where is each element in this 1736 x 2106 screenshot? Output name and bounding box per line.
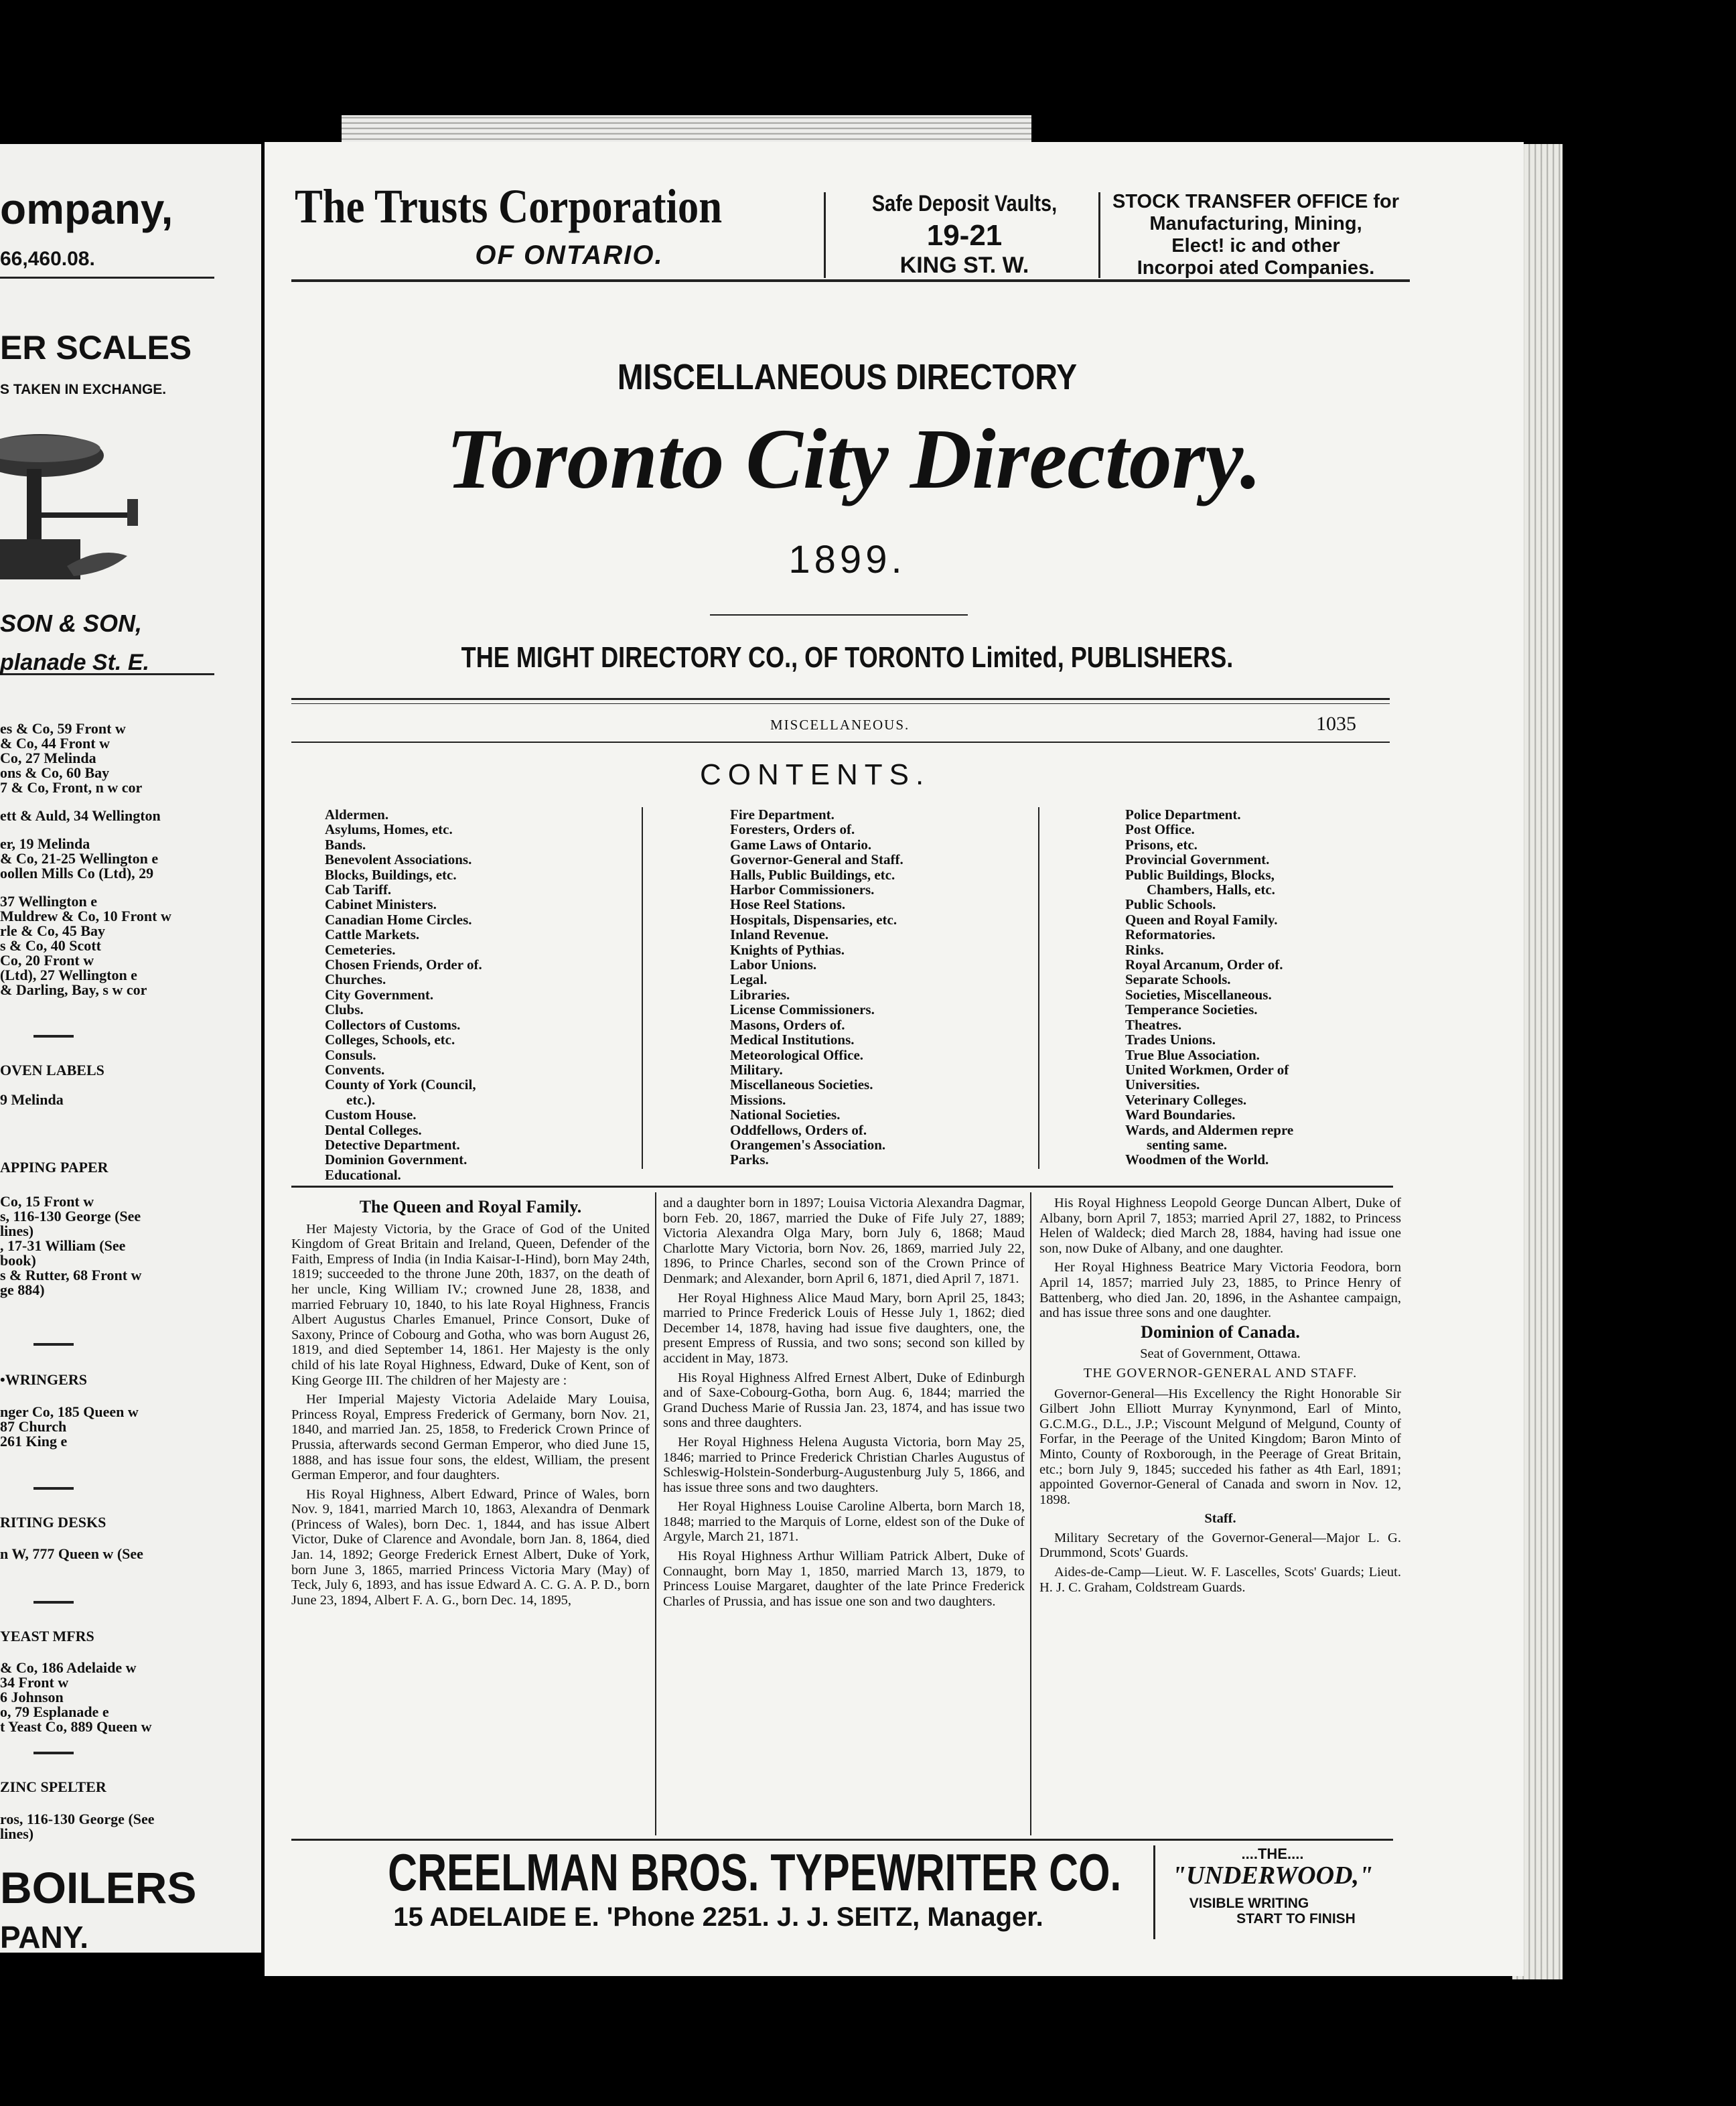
column-rule bbox=[1038, 807, 1039, 1169]
vaults-label: Safe Deposit Vaults, bbox=[871, 191, 1058, 216]
contents-item: Knights of Pythias. bbox=[730, 941, 845, 958]
rule bbox=[291, 1839, 1393, 1841]
contents-item: Cemeteries. bbox=[325, 941, 396, 958]
rule bbox=[291, 703, 1390, 704]
contents-item: Governor-General and Staff. bbox=[730, 851, 903, 868]
left-page-line: 9 Melinda bbox=[0, 1091, 64, 1108]
body-paragraph: His Royal Highness, Albert Edward, Prince of Wales, born Nov. 9, 1841, married March 10, 1863, Alexandra of Denmark (Princess of Wales), born Dec. 1, 1844, and has issue Albert Victor, Duke of Clarence and Avondale, born Jan. 8, 1864, died Jan. 14, 1892; George Frederick Ernest Albert, Duke of York, born June 3, 1865, married Princess Victoria Mary (May) of Teck, July 6, 1893, and has issue Edward A. C. G. A. P. D., born June 23, 1894, Albert F. A. G., born Dec. 14, 1895, bbox=[291, 1486, 650, 1608]
left-page-line: 6 Johnson bbox=[0, 1689, 64, 1705]
left-page-line: Co, 15 Front w bbox=[0, 1193, 94, 1210]
left-page-line: ZINC SPELTER bbox=[0, 1778, 106, 1795]
contents-item: Cab Tariff. bbox=[325, 882, 392, 898]
contents-item: Royal Arcanum, Order of. bbox=[1125, 957, 1283, 973]
contents-item: Societies, Miscellaneous. bbox=[1125, 986, 1272, 1003]
left-page-line: lines) bbox=[0, 1222, 34, 1239]
contents-item: Miscellaneous Societies. bbox=[730, 1076, 873, 1093]
rule bbox=[291, 742, 1390, 743]
left-page-line: o, 79 Esplanade e bbox=[0, 1703, 109, 1720]
underwood-name: "UNDERWOOD," bbox=[1171, 1862, 1374, 1890]
left-page-line: Muldrew & Co, 10 Front w bbox=[0, 908, 171, 924]
left-page-line: & Co, 44 Front w bbox=[0, 735, 110, 752]
contents-item: etc.). bbox=[346, 1091, 376, 1108]
left-page-line: ge 884) bbox=[0, 1281, 45, 1298]
rule bbox=[291, 698, 1390, 700]
left-page-line: (Ltd), 27 Wellington e bbox=[0, 967, 137, 983]
contents-item: Rinks. bbox=[1125, 941, 1164, 958]
contents-item: Veterinary Colleges. bbox=[1125, 1091, 1247, 1108]
stock-transfer-line: Incorpoi ated Companies. bbox=[1137, 257, 1375, 279]
column-rule bbox=[642, 807, 643, 1169]
left-page-line: n W, 777 Queen w (See bbox=[0, 1545, 143, 1562]
subheading: THE GOVERNOR-GENERAL AND STAFF. bbox=[1083, 1365, 1358, 1381]
body-paragraph: Her Royal Highness Beatrice Mary Victoria Feodora, born April 14, 1857; married July 23, 1885, to Prince Henry of Battenberg, who died Jan. 20, 1896, in the Ashantee campaign, and has issue three sons and one daughter. bbox=[1039, 1260, 1401, 1321]
trusts-corporation-location: OF ONTARIO. bbox=[475, 240, 664, 270]
contents-item: Colleges, Schools, etc. bbox=[325, 1032, 455, 1048]
left-page-line: lines) bbox=[0, 1825, 34, 1842]
divider bbox=[1153, 1845, 1155, 1939]
left-page-line: ompany, bbox=[0, 185, 173, 233]
left-page-line: & Co, 21-25 Wellington e bbox=[0, 850, 159, 867]
contents-item: Orangemen's Association. bbox=[730, 1136, 886, 1153]
title-rule bbox=[710, 614, 968, 616]
left-page-line: 7 & Co, Front, n w cor bbox=[0, 779, 143, 796]
contents-item: Harbor Commissioners. bbox=[730, 882, 875, 898]
header-rule bbox=[291, 279, 1410, 282]
left-page-line: Co, 27 Melinda bbox=[0, 750, 96, 766]
contents-item: Military. bbox=[730, 1061, 783, 1078]
column-rule bbox=[1030, 1192, 1031, 1835]
contents-item: Missions. bbox=[730, 1091, 786, 1108]
stock-transfer-line: STOCK TRANSFER OFFICE for bbox=[1112, 191, 1400, 212]
left-page-line: planade St. E. bbox=[0, 650, 149, 675]
left-page-line: ett & Auld, 34 Wellington bbox=[0, 807, 161, 824]
divider bbox=[33, 1343, 74, 1346]
left-page-line: book) bbox=[0, 1252, 36, 1269]
left-page-line: rle & Co, 45 Bay bbox=[0, 922, 106, 939]
divider bbox=[33, 1035, 74, 1038]
contents-item: Provincial Government. bbox=[1125, 851, 1270, 868]
contents-item: Halls, Public Buildings, etc. bbox=[730, 866, 895, 883]
contents-item: Foresters, Orders of. bbox=[730, 821, 855, 838]
body-paragraph: Her Majesty Victoria, by the Grace of God of the United Kingdom of Great Britain and Ireland, Queen, Defender of the Faith, Empress of India (in India Kaisar-I-Hind), born May 24th, 1819; succeeded to the throne June 20th, 1837, on the death of her uncle, King William IV.; crowned June 28, 1838, and married February 10, 1840, to his late Royal Highness, Francis Albert Augustus Charles Emanuel, Prince Consort, Duke of Saxony, Prince of Cobourg and Gotha, who was born August 26, 1819, and died September 14, 1861. Her Majesty is the only child of his late Royal Highness, Edward, Duke of Kent, son of King George III. The children of her Majesty are : bbox=[291, 1221, 650, 1388]
left-page-line: & Co, 186 Adelaide w bbox=[0, 1659, 137, 1676]
trusts-corporation-name: The Trusts Corporation bbox=[295, 180, 723, 233]
contents-item: senting same. bbox=[1147, 1136, 1228, 1153]
contents-item: Parks. bbox=[730, 1151, 769, 1168]
body-paragraph: Her Royal Highness Louise Caroline Alberta, born March 18, 1848; married to the Marquis of Lorne, eldest son of the Duke of Argyle, March 21, 1871. bbox=[663, 1499, 1025, 1545]
contents-heading: CONTENTS. bbox=[700, 758, 931, 791]
stock-transfer-line: Manufacturing, Mining, bbox=[1149, 213, 1362, 234]
underwood-the: ....THE.... bbox=[1241, 1845, 1304, 1862]
left-page-line: es & Co, 59 Front w bbox=[0, 720, 126, 737]
underwood-visible: VISIBLE WRITING bbox=[1189, 1896, 1309, 1911]
contents-item: Reformatories. bbox=[1125, 926, 1216, 943]
contents-item: National Societies. bbox=[730, 1107, 841, 1123]
contents-item: Chosen Friends, Order of. bbox=[325, 957, 482, 973]
contents-item: Fire Department. bbox=[730, 806, 835, 823]
divider bbox=[1098, 192, 1100, 278]
contents-item: Consuls. bbox=[325, 1046, 376, 1063]
left-page-line: nger Co, 185 Queen w bbox=[0, 1403, 139, 1420]
contents-item: Convents. bbox=[325, 1061, 385, 1078]
contents-item: Medical Institutions. bbox=[730, 1032, 855, 1048]
body-column-2 bbox=[663, 1196, 1025, 1613]
contents-item: Collectors of Customs. bbox=[325, 1016, 461, 1033]
contents-item: Aldermen. bbox=[325, 806, 389, 823]
contents-item: Game Laws of Ontario. bbox=[730, 836, 872, 853]
contents-item: License Commissioners. bbox=[730, 1001, 875, 1018]
contents-item: Oddfellows, Orders of. bbox=[730, 1121, 867, 1138]
divider bbox=[0, 277, 214, 279]
body-paragraph: Military Secretary of the Governor-General—Major L. G. Drummond, Scots' Guards. bbox=[1039, 1530, 1401, 1561]
left-page-line: oollen Mills Co (Ltd), 29 bbox=[0, 865, 154, 882]
left-page-line: 66,460.08. bbox=[0, 248, 95, 270]
left-page-line: er, 19 Melinda bbox=[0, 835, 90, 852]
contents-item: Public Schools. bbox=[1125, 896, 1216, 913]
contents-column bbox=[1125, 807, 1293, 1168]
divider bbox=[33, 1487, 74, 1490]
left-page-line: ER SCALES bbox=[0, 329, 192, 366]
left-page-line: 34 Front w bbox=[0, 1674, 69, 1691]
contents-item: County of York (Council, bbox=[325, 1076, 476, 1093]
section-heading: Dominion of Canada. bbox=[1141, 1322, 1300, 1342]
body-paragraph: and a daughter born in 1897; Louisa Victoria Alexandra Dagmar, born Feb. 20, 1867, married the Duke of Fife July 27, 1889; Victoria Alexandra Olga Mary, born July 6, 1868; Maud Charlotte Mary Victoria, born Nov. 26, 1869, married July 22, 1896, to Prince Charles, second son of the Crown Prince of Denmark; and Alexander, born April 6, 1871, died April 7, 1871. bbox=[663, 1196, 1025, 1286]
running-head-section: MISCELLANEOUS. bbox=[770, 717, 910, 733]
body-paragraph: Governor-General—His Excellency the Right Honorable Sir Gilbert John Elliott Murray Kynynmond, Earl of Minto, G.C.M.G., D.L., J.P.; Viscount Melgund of Melgund, County of Forfar, in the Peerage of the United Kingdom; Baron Minto of Minto, County of Roxborough, in the Peerage of Great Britain, etc.; born July 9, 1845; succeded his father as 4th Earl, 1891; appointed Governor-General of Canada and sworn in Nov. 12, 1898. bbox=[1039, 1386, 1401, 1507]
body-paragraph: His Royal Highness Alfred Ernest Albert, Duke of Edinburgh and of Saxe-Cobourg-Gotha, born Aug. 6, 1844; married the Grand Duchess Marie of Russia Jan. 23, 1874, and has issue two sons and three daughters. bbox=[663, 1370, 1025, 1431]
contents-item: Inland Revenue. bbox=[730, 926, 829, 943]
directory-year: 1899. bbox=[788, 538, 906, 581]
directory-title: Toronto City Directory. bbox=[446, 411, 1262, 506]
body-paragraph: Her Imperial Majesty Victoria Adelaide Mary Louisa, Princess Royal, Empress Frederick of Germany, born Nov. 21, 1840, and married Jan. 25, 1858, to Frederick Crown Prince of Prussia, afterwards second German Emperor, who died June 15, 1888, and has issue four sons, the eldest, William, the present German Emperor, and four daughters. bbox=[291, 1392, 650, 1483]
contents-item: Dominion Government. bbox=[325, 1151, 467, 1168]
contents-item: Prisons, etc. bbox=[1125, 836, 1198, 853]
creelman-ad-address: 15 ADELAIDE E. 'Phone 2251. J. J. SEITZ, Manager. bbox=[393, 1902, 1043, 1932]
contents-item: Woodmen of the World. bbox=[1125, 1151, 1269, 1168]
contents-item: Custom House. bbox=[325, 1107, 417, 1123]
contents-item: Dental Colleges. bbox=[325, 1121, 422, 1138]
contents-item: Masons, Orders of. bbox=[730, 1016, 845, 1033]
page-number: 1035 bbox=[1316, 713, 1356, 735]
contents-item: Wards, and Aldermen repre bbox=[1125, 1121, 1294, 1138]
contents-item: Public Buildings, Blocks, bbox=[1125, 866, 1275, 883]
column-rule bbox=[655, 1192, 656, 1835]
contents-item: Separate Schools. bbox=[1125, 971, 1231, 988]
divider bbox=[824, 192, 826, 278]
misc-directory-heading: MISCELLANEOUS DIRECTORY bbox=[617, 357, 1078, 397]
contents-item: Legal. bbox=[730, 971, 768, 988]
left-page-line: 37 Wellington e bbox=[0, 893, 98, 910]
contents-item: Theatres. bbox=[1125, 1016, 1182, 1033]
left-page-line: ros, 116-130 George (See bbox=[0, 1811, 155, 1827]
body-paragraph: His Royal Highness Leopold George Duncan Albert, Duke of Albany, born April 7, 1853; married April 27, 1882, to Princess Helen of Waldeck; died March 28, 1884, having had issue one son, now Duke of Albany, and one daughter. bbox=[1039, 1196, 1401, 1256]
contents-item: Blocks, Buildings, etc. bbox=[325, 866, 457, 883]
contents-column bbox=[325, 807, 482, 1182]
left-page-line: Co, 20 Front w bbox=[0, 952, 94, 969]
left-page-line: s & Rutter, 68 Front w bbox=[0, 1267, 142, 1283]
contents-item: United Workmen, Order of bbox=[1125, 1061, 1289, 1078]
contents-item: Hospitals, Dispensaries, etc. bbox=[730, 911, 897, 928]
stock-transfer-block bbox=[1102, 191, 1410, 279]
body-paragraph: Her Royal Highness Alice Maud Mary, born April 25, 1843; married to Prince Frederick Louis of Hesse July 1, 1862; died December 14, 1878, having had issue five daughters, one, the present Empress of Russia, and two sons; second son killed by accident in May, 1873. bbox=[663, 1290, 1025, 1366]
contents-item: Clubs. bbox=[325, 1001, 364, 1018]
vaults-street: KING ST. W. bbox=[899, 253, 1029, 278]
contents-item: Educational. bbox=[325, 1166, 401, 1183]
contents-item: Canadian Home Circles. bbox=[325, 911, 472, 928]
left-page-line: ons & Co, 60 Bay bbox=[0, 764, 110, 781]
body-paragraph: His Royal Highness Arthur William Patrick Albert, Duke of Connaught, born May 1, 1850, married March 13, 1879, to Princess Louise Margaret, daughter of the late Prince Frederick Charles of Prussia, and has issue one son and two daughters. bbox=[663, 1549, 1025, 1609]
contents-item: Cabinet Ministers. bbox=[325, 896, 437, 913]
body-column-1 bbox=[291, 1196, 650, 1612]
left-page-line: 87 Church bbox=[0, 1418, 67, 1435]
contents-item: Queen and Royal Family. bbox=[1125, 911, 1278, 928]
body-column-3 bbox=[1039, 1196, 1401, 1599]
left-page-line: s & Co, 40 Scott bbox=[0, 937, 101, 954]
contents-item: Meteorological Office. bbox=[730, 1046, 864, 1063]
left-page-line: s, 116-130 George (See bbox=[0, 1208, 141, 1224]
left-page-line: & Darling, Bay, s w cor bbox=[0, 981, 147, 998]
left-page-line: SON & SON, bbox=[0, 610, 143, 637]
vaults-number: 19-21 bbox=[926, 219, 1003, 252]
contents-item: Bands. bbox=[325, 836, 366, 853]
contents-item: Benevolent Associations. bbox=[325, 851, 472, 868]
body-paragraph: Aides-de-Camp—Lieut. W. F. Lascelles, Scots' Guards; Lieut. H. J. C. Graham, Coldstream Guards. bbox=[1039, 1565, 1401, 1595]
contents-column bbox=[730, 807, 903, 1168]
contents-item: Libraries. bbox=[730, 986, 790, 1003]
contents-item: City Government. bbox=[325, 986, 434, 1003]
creelman-ad-name: CREELMAN BROS. TYPEWRITER CO. bbox=[388, 1843, 1122, 1902]
left-page-line: RITING DESKS bbox=[0, 1514, 106, 1531]
contents-item: Police Department. bbox=[1125, 806, 1241, 823]
body-paragraph: Her Royal Highness Helena Augusta Victoria, born May 25, 1846; married to Prince Frederick Christian Charles Augustus of Schleswig-Holstein-Sonderburg-Augustenburg July 5, 1866, and has issue three sons and two daughters. bbox=[663, 1434, 1025, 1495]
divider bbox=[33, 1752, 74, 1754]
left-page-line: YEAST MFRS bbox=[0, 1628, 94, 1644]
underwood-start: START TO FINISH bbox=[1236, 1911, 1356, 1926]
contents-item: Universities. bbox=[1125, 1076, 1200, 1093]
subheading: Staff. bbox=[1204, 1511, 1236, 1527]
contents-item: Ward Boundaries. bbox=[1125, 1107, 1236, 1123]
left-page-line: 261 King e bbox=[0, 1433, 68, 1450]
left-page-line: OVEN LABELS bbox=[0, 1062, 104, 1078]
contents-item: Trades Unions. bbox=[1125, 1032, 1216, 1048]
divider bbox=[33, 1601, 74, 1604]
scale-illustration bbox=[0, 412, 161, 606]
contents-item: Asylums, Homes, etc. bbox=[325, 821, 453, 838]
contents-item: Hose Reel Stations. bbox=[730, 896, 846, 913]
publisher-line: THE MIGHT DIRECTORY CO., OF TORONTO Limited, PUBLISHERS. bbox=[461, 641, 1234, 674]
contents-item: Cattle Markets. bbox=[325, 926, 420, 943]
seat-of-government: Seat of Government, Ottawa. bbox=[1140, 1346, 1301, 1362]
left-page-line: , 17-31 William (See bbox=[0, 1237, 126, 1254]
rule bbox=[291, 1186, 1393, 1188]
contents-item: Chambers, Halls, etc. bbox=[1147, 882, 1275, 898]
left-page-line: BOILERS bbox=[0, 1863, 197, 1912]
section-heading: The Queen and Royal Family. bbox=[359, 1197, 582, 1216]
contents-item: Detective Department. bbox=[325, 1136, 460, 1153]
left-page-line: t Yeast Co, 889 Queen w bbox=[0, 1718, 152, 1735]
contents-item: Churches. bbox=[325, 971, 386, 988]
previous-page bbox=[0, 144, 261, 1953]
contents-item: Labor Unions. bbox=[730, 957, 817, 973]
left-page-line: •WRINGERS bbox=[0, 1371, 87, 1388]
left-page-line: PANY. bbox=[0, 1920, 89, 1953]
contents-item: Temperance Societies. bbox=[1125, 1001, 1258, 1018]
stock-transfer-line: Elect! ic and other bbox=[1171, 235, 1340, 257]
page-stack-top bbox=[342, 115, 1031, 143]
left-page-line: APPING PAPER bbox=[0, 1159, 108, 1176]
left-page-line: S TAKEN IN EXCHANGE. bbox=[0, 382, 167, 397]
contents-item: Post Office. bbox=[1125, 821, 1195, 838]
contents-item: True Blue Association. bbox=[1125, 1046, 1260, 1063]
